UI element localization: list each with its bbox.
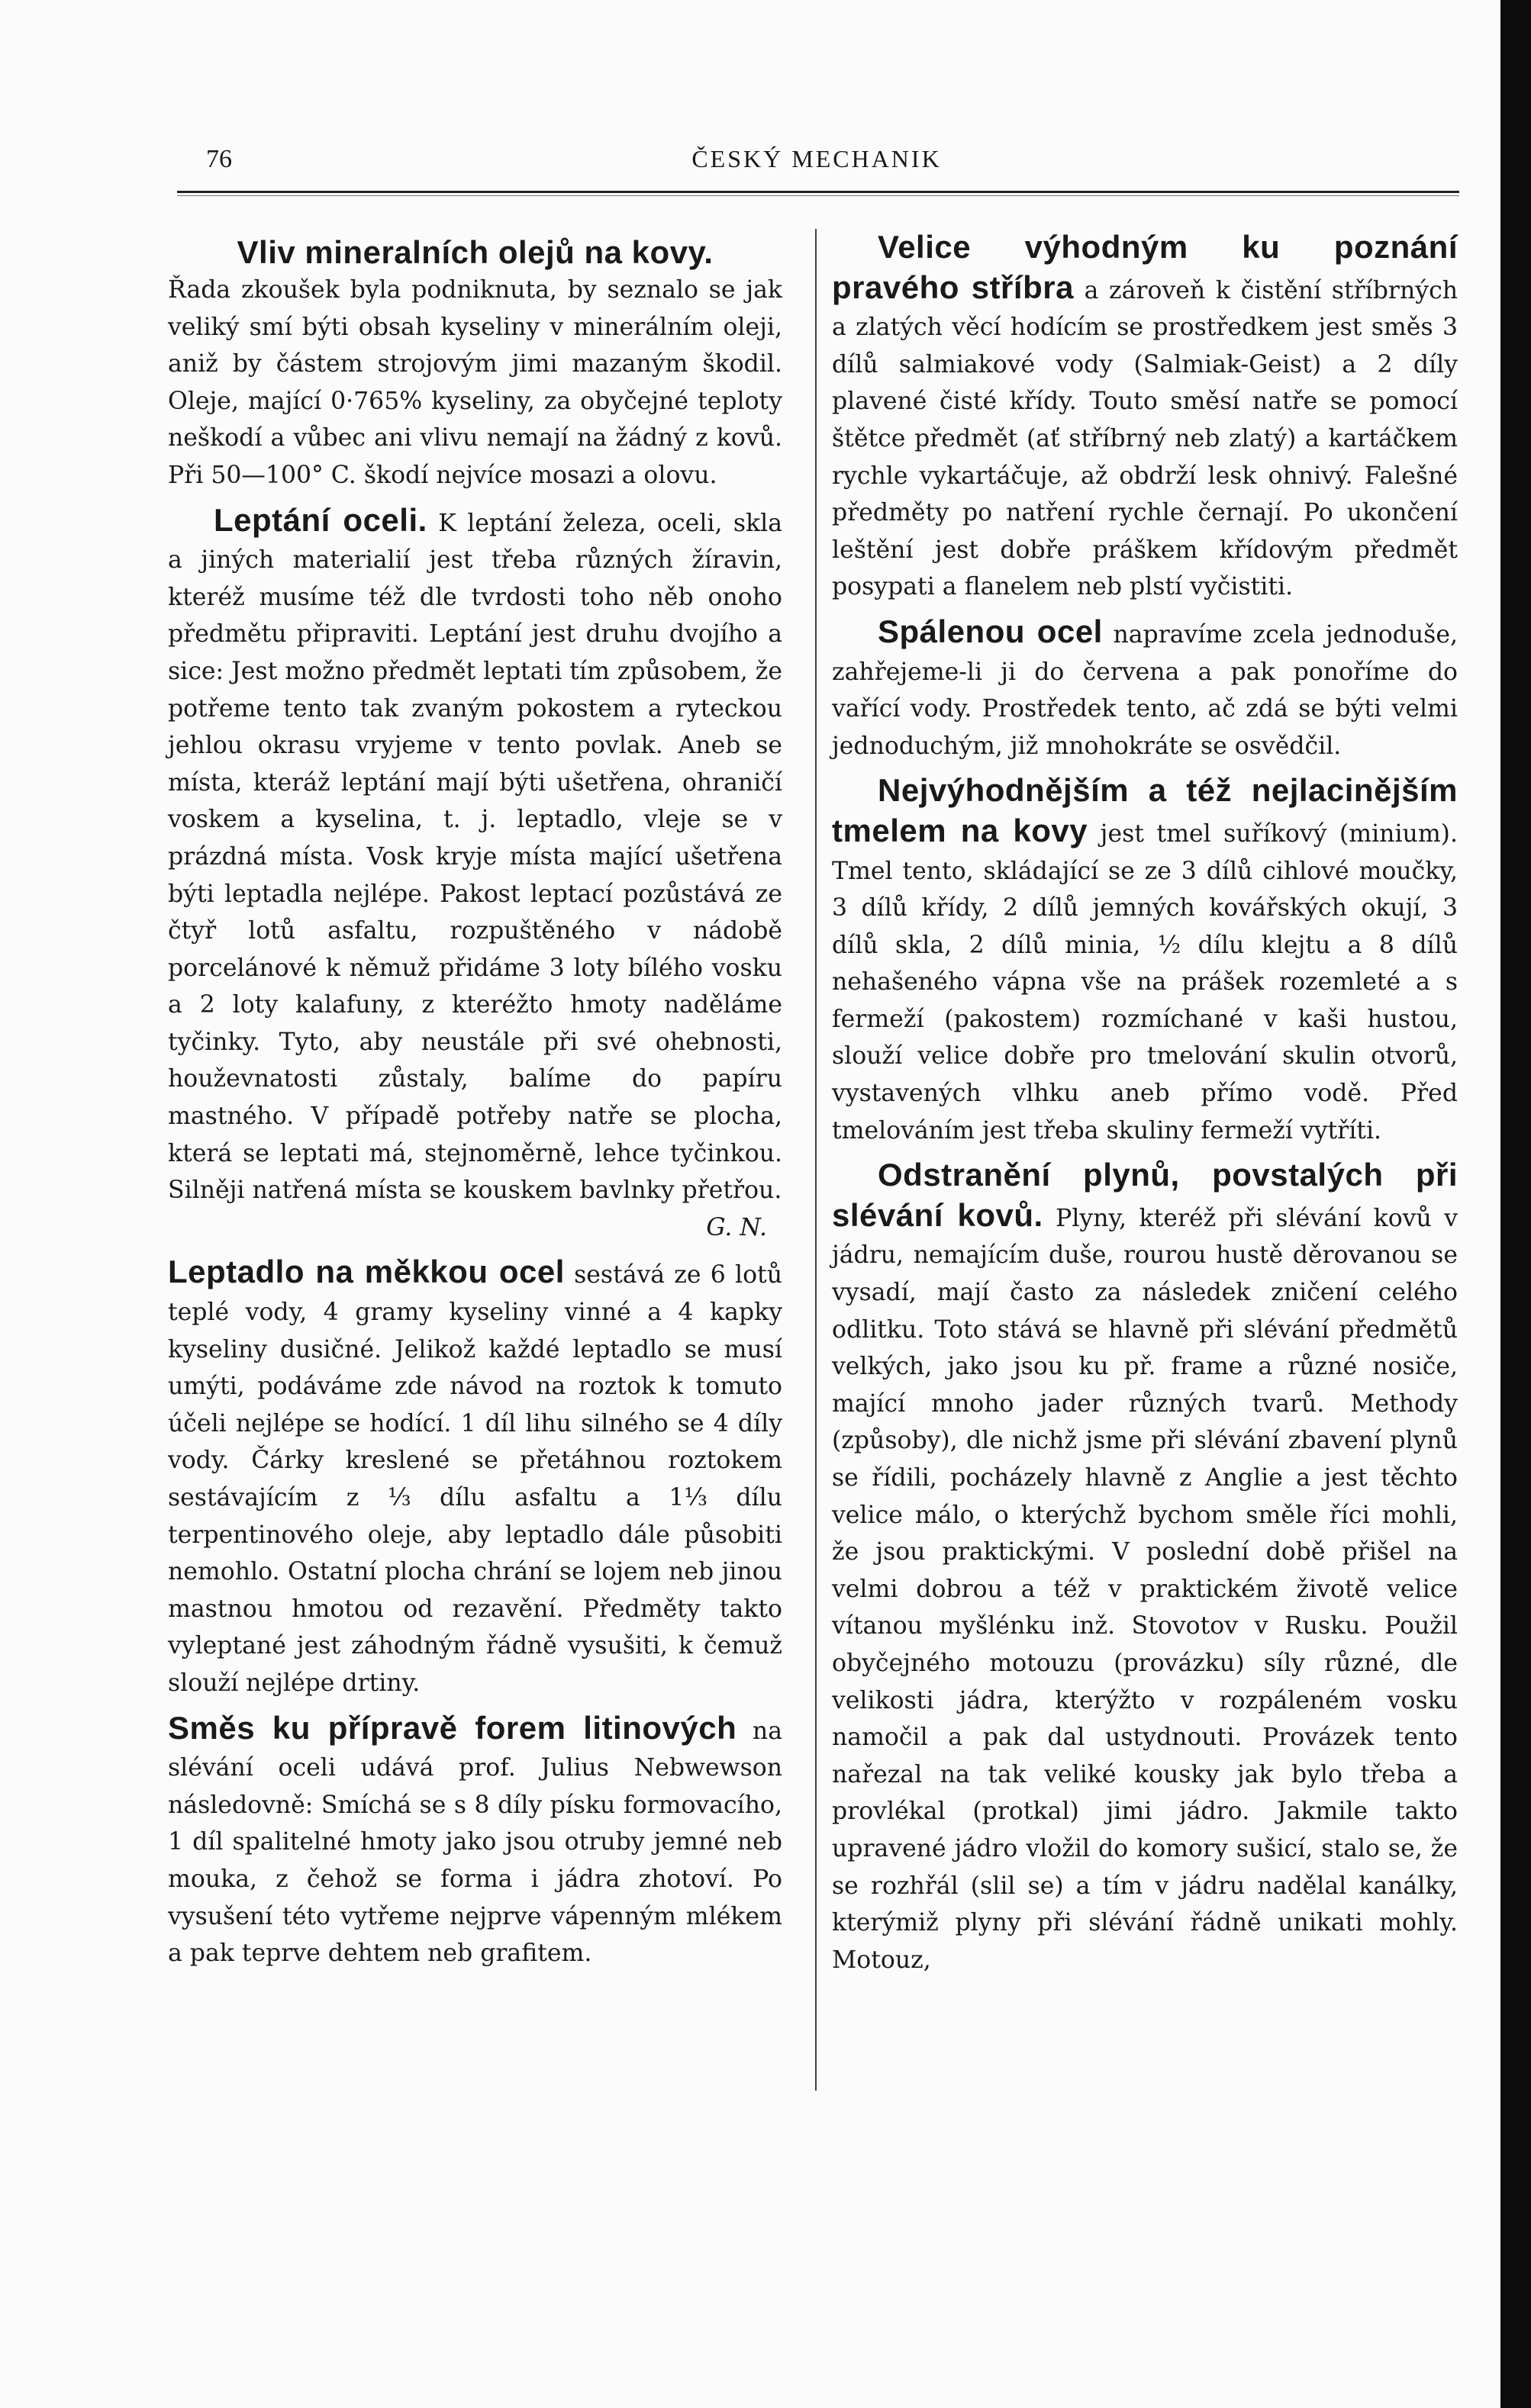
article-body: sestává ze 6 lotů teplé vody, 4 gramy kyseliny vinné a 4 kapky kyseliny dusičné. Jelikož každé leptadlo se musí umýti, podáváme zde návod na roztok k tomuto účeli nejlépe se hodící. 1 díl lihu silného se 4 díly vody. Čárky kreslené se přetáhnou roztokem sestávajícím z ⅓ dílu asfaltu a 1⅓ dílu terpentinového oleje, aby leptadlo dále působiti nemohlo. Ostatní plocha chrání se lojem neb jinou mastnou hmotou od rezavění. Předměty takto vyleptané jest záhodným řádně vysušiti, k čemuž slouží nejlépe drtiny.	[168, 1261, 782, 1697]
article-paragraph	[832, 613, 1458, 765]
article-body: Řada zkoušek byla podniknuta, by seznalo se jak veliký smí býti obsah kyseliny v minerálním oleji, aniž by částem strojovým jimi mazaným škodil. Oleje, mající 0·765% kyseliny, za obyčejné teploty neškodí a vůbec ani vlivu nemají na žádný z kovů. Při 50—100° C. škodí nejvíce mosazi a olovu.	[168, 276, 782, 489]
article-mineral-oils	[168, 233, 782, 494]
article-body: na slévání oceli udává prof. Julius Nebwewson následovně: Smíchá se s 8 díly písku formovacího, 1 díl spalitelné hmoty jako jsou otruby jemné neb mouka, z čehož se forma i jádra zhotoví. Po vysušení této vytřeme nejprve vápenným mlékem a pak teprve dehtem neb grafitem.	[168, 1717, 782, 1968]
article-metal-cement	[832, 772, 1458, 1149]
author-signature: G. N.	[706, 1213, 767, 1241]
article-heading: Spálenou ocel	[878, 613, 1103, 649]
article-heading: Vliv mineralních olejů na kovy.	[237, 234, 714, 270]
article-body: napravíme zcela jednoduše, zahřejeme-li ji do červena a pak ponoříme do vařící vody. Prostředek tento, ač zdá se býti velmi jednoduchým, již mnohokráte se osvědčil.	[832, 620, 1458, 760]
running-title: ČESKÝ MECHANIK	[691, 145, 942, 172]
article-cast-iron-molds	[168, 1710, 782, 1972]
article-paragraph	[832, 772, 1458, 1149]
article-heading: Nejvýhodnějším a též nejlacinějším tmelem na kovy	[832, 772, 1458, 848]
left-column	[168, 229, 782, 1980]
article-body: a zároveň k čistění stříbrných a zlatých věcí hodícím se prostředkem jest směs 3 dílů salmiakové vody (Salmiak-Geist) a 2 díly plavené čisté křídy. Touto směsí natře se pomocí štětce předmět (ať stříbrný neb zlatý) a kartáčkem rychle vykartáčuje, až obdrží lesk ohnivý. Falešné předměty po natření rychle černají. Po ukončení leštění jest dobře práškem křídovým předmět posypati a flanelem neb plstí vyčistiti.	[832, 276, 1458, 601]
article-heading: Směs ku přípravě forem litinových	[168, 1709, 737, 1746]
article-paragraph	[832, 229, 1458, 606]
article-heading: Odstranění plynů, povstalých při slévání kovů.	[832, 1157, 1458, 1233]
article-silver-test	[832, 229, 1458, 606]
article-paragraph	[168, 1710, 782, 1972]
article-heading: Leptání oceli.	[214, 501, 427, 538]
article-paragraph	[168, 501, 783, 1241]
article-paragraph	[832, 1157, 1458, 1978]
article-etching-steel	[168, 502, 782, 1247]
column-divider	[815, 229, 817, 2091]
article-heading: Velice výhodným ku poznání pravého stříbra	[832, 229, 1458, 305]
right-column	[832, 229, 1458, 1986]
article-casting-gases	[832, 1157, 1458, 1978]
article-body: jest tmel suříkový (minium). Tmel tento, skládající se ze 3 dílů cihlové moučky, 3 dílů křídy, 2 dílů jemných kovářských okují, 3 dílů skla, 2 dílů minia, ½ dílu klejtu a 8 dílů nehašeného vápna vše na prášek rozemleté a s fermeží (pakostem) rozmíchané v kaši hustou, slouží velice dobře pro tmelování skulin otvorů, vystavených vlhku aneb přímo vodě. Před tmelováním jest třeba skuliny fermeží vytříti.	[832, 819, 1458, 1144]
scan-page-edge	[1500, 0, 1531, 2408]
page-number: 76	[206, 145, 232, 173]
page-header	[176, 145, 1458, 175]
article-body: Plyny, kteréž při slévání kovů v jádru, nemajícím duše, rourou hustě děrovanou se vysadí, mají často za následek zničení celého odlitku. Toto stává se hlavně při slévání předmětů velkých, jako jsou ku př. frame a různé nosiče, mající mnoho jader různých tvarů. Methody (způsoby), dle nichž jsme při slévání zbavení plynů se řídili, pocházely hlavně z Anglie a jest těchto velice málo, o kterýchž bychom směle říci mohli, že jsou praktickými. V poslední době přišel na velmi dobrou a též v praktickém životě velice vítanou myšlénku inž. Stovotov v Rusku. Použil obyčejného motouzu (provázku) síly různé, dle velikosti jádra, kterýžto v rozpáleném vosku namočil a pak dal ustydnouti. Provázek tento nařezal na tak veliké kousky jak bylo třeba a provlékal (protkal) jimi jádro. Jakmile takto upravené jádro vložil do komory sušicí, stalo se, že se rozhřál (slil se) a tím v jádru nadělal kanálky, kterýmiž plyny při slévání řádně unikati mohly. Motouz,	[832, 1204, 1458, 1974]
article-burnt-steel	[832, 613, 1458, 765]
article-heading: Leptadlo na měkkou ocel	[168, 1254, 565, 1290]
article-body: K leptání železa, oceli, skla a jiných materialií jest třeba různých žíravin, kteréž musíme též dle tvrdosti toho něb onoho předmětu připraviti. Leptání jest druhu dvojího a sice: Jest možno předmět leptati tím způsobem, že potřeme tento tak zvaným pokostem a ryteckou jehlou okrasu vryjeme v tento povlak. Aneb se místa, kteráž leptání mají býti ušetřena, ohraničí voskem a kyselina, t. j. leptadlo, vleje se v prázdná místa. Vosk kryje místa mající ušetřena býti leptadla nejlépe. Pakost leptací pozůstává ze čtyř lotů asfaltu, rozpuštěného v nádobě porcelánové k němuž přidáme 3 loty bílého vosku a 2 loty kalafuny, z kteréžto hmoty naděláme tyčinky. Tyto, aby neustále při své ohebnosti, houževnatosti zůstaly, balíme do papíru mastného. V případě potřeby natře se plocha, která se leptati má, stejnoměrně, lehce tyčinkou. Silněji natřená místa se kouskem bavlnky přetřou.	[168, 509, 783, 1205]
article-paragraph	[168, 1254, 782, 1701]
article-soft-steel-etchant	[168, 1254, 782, 1701]
header-rule	[177, 191, 1459, 196]
